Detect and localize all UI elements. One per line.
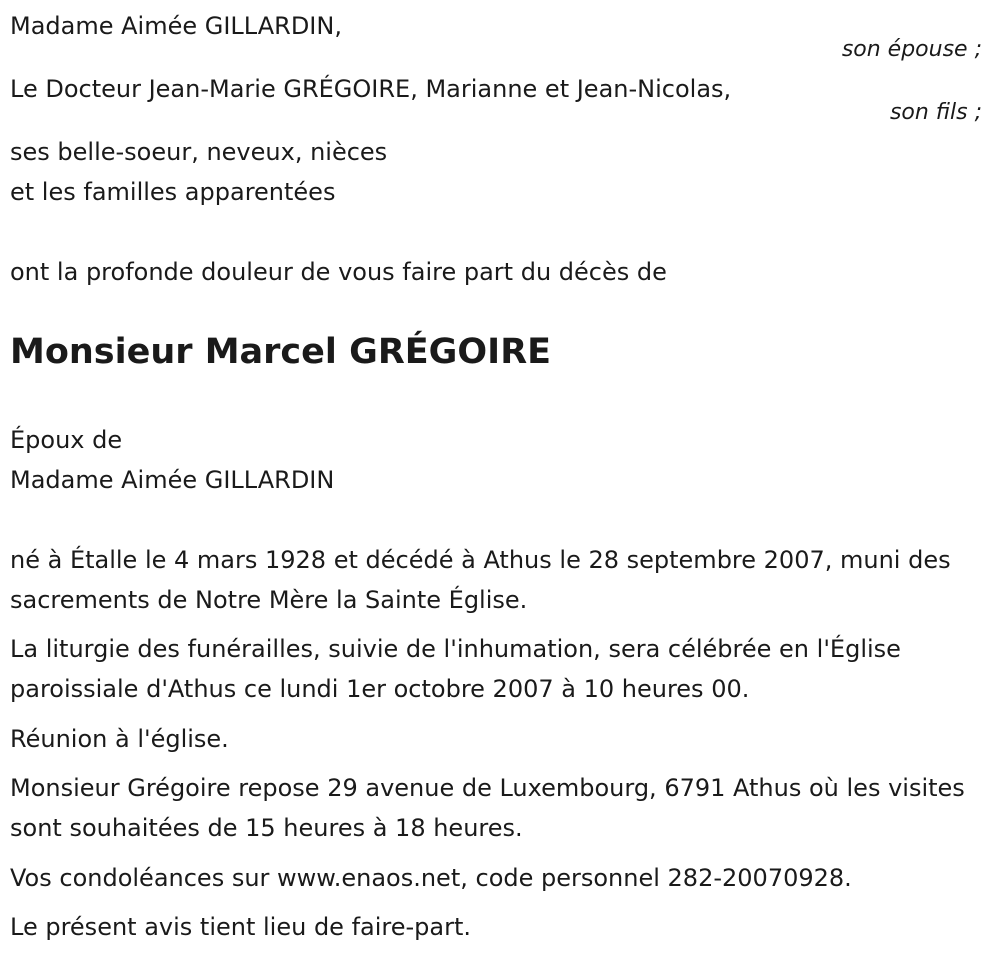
funeral-paragraph: La liturgie des funérailles, suivie de l'inhumation, sera célébrée en l'Église paroissiale d'Athus ce lundi 1er octobre 2007 à 10 heures 00. [10,635,901,703]
spouse-of-name: Madame Aimée GILLARDIN [10,466,335,494]
birth-death-paragraph: né à Étalle le 4 mars 1928 et décédé à Athus le 28 septembre 2007, muni des sacrements de Notre Mère la Sainte Église. [10,546,951,614]
spouse-role: son épouse ; [841,37,982,62]
meeting-paragraph: Réunion à l'église. [10,725,229,753]
visitation-paragraph: Monsieur Grégoire repose 29 avenue de Luxembourg, 6791 Athus où les visites sont souhaitées de 15 heures à 18 heures. [10,774,965,842]
notice-paragraph: Le présent avis tient lieu de faire-part. [10,913,472,941]
son-role: son fils ; [889,100,982,125]
spouse-of-label: Époux de [10,426,123,454]
relatives-line-2: et les familles apparentées [10,178,336,206]
son-names: Le Docteur Jean-Marie GRÉGOIRE, Marianne et Jean-Nicolas, [10,75,732,103]
spouse-name: Madame Aimée GILLARDIN, [10,12,342,40]
announcement-text: ont la profonde douleur de vous faire part du décès de [10,258,667,286]
relatives-line-1: ses belle-soeur, neveux, nièces [10,138,388,166]
condolences-paragraph: Vos condoléances sur www.enaos.net, code personnel 282-20070928. [10,864,852,892]
deceased-name: Monsieur Marcel GRÉGOIRE [10,332,552,372]
